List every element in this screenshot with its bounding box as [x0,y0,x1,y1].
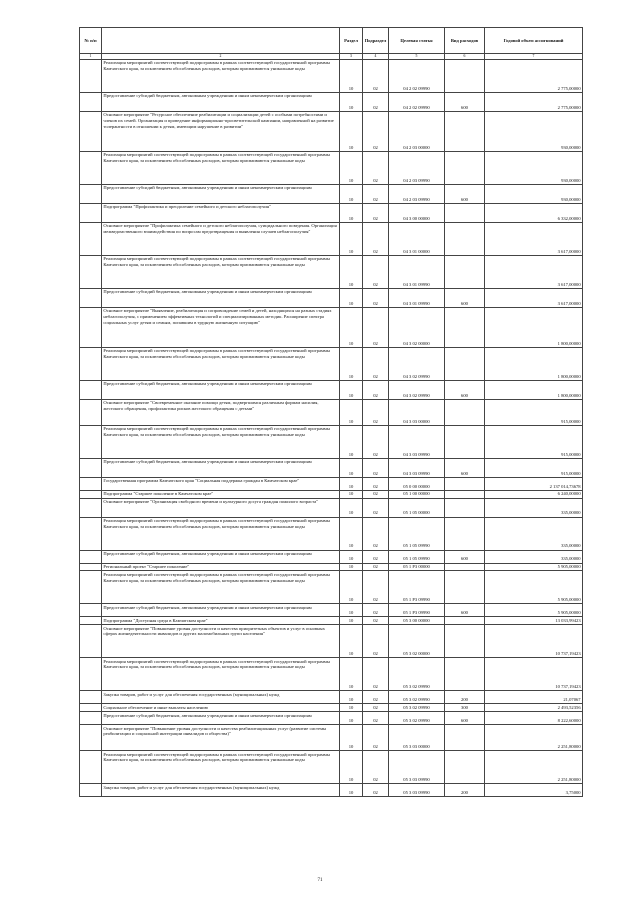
table-header-row [80,28,583,54]
cell-vid: 300 [445,704,485,712]
cell-num [80,288,102,307]
cell-name: Реализация мероприятий соответствующей подпрограммы в рамках соответствующей государственной программы Камчатского края, за исключением обособленных расходов, которым присваиваются уникальные коды [102,347,340,380]
cell-razdel: 10 [340,691,363,704]
cell-target: 05 3 02 09990 [389,711,445,724]
cell-num [80,691,102,704]
cell-num [80,111,102,151]
cell-podrazdel: 02 [363,571,389,604]
cell-name: Региональный проект "Старшее поколение" [102,563,340,571]
cell-target: 04 2 02 09990 [389,92,445,111]
cell-podrazdel: 02 [363,724,389,750]
cell-vid: 600 [445,711,485,724]
cell-volume: 930,00000 [485,184,583,203]
table-row [80,399,583,425]
cell-num [80,783,102,796]
cell-razdel: 10 [340,307,363,347]
table-row [80,255,583,288]
cell-num [80,617,102,625]
cell-num [80,425,102,458]
cell-num [80,255,102,288]
cell-podrazdel: 02 [363,517,389,550]
cell-num [80,92,102,111]
header-name [102,28,340,54]
cell-target: 04 3 03 09990 [389,425,445,458]
cell-name: Реализация мероприятий соответствующей подпрограммы в рамках соответствующей государственной программы Камчатского края, за исключением обособленных расходов, которым присваиваются уникальные коды [102,425,340,458]
cell-vid [445,490,485,498]
cell-num [80,550,102,563]
cell-vid [445,517,485,550]
cell-num [80,347,102,380]
cell-target: 05 3 03 09990 [389,783,445,796]
cell-razdel: 10 [340,563,363,571]
cell-num [80,477,102,490]
cell-volume: 6 240,00000 [485,490,583,498]
cell-target: 05 3 00 00000 [389,617,445,625]
cell-podrazdel: 02 [363,704,389,712]
table-row [80,604,583,617]
document-page [79,27,582,797]
cell-volume: 21,07067 [485,691,583,704]
header-volume: Годовой объем ассигнований [485,28,583,54]
cell-vid: 600 [445,380,485,399]
table-row [80,498,583,517]
table-row [80,563,583,571]
cell-razdel: 10 [340,111,363,151]
cell-num [80,458,102,477]
cell-name: Основное мероприятие "Своевременное оказание помощи детям, подвергшимся различным формам насилия, жестокого обращения, профилактика рисков жестокого обращения с детьми" [102,399,340,425]
cell-name: Основное мероприятие "Повышение уровня доступности и качества реабилитационных услуг (развитие системы реабилитации и социальной интеграции инвалидов и общества)" [102,724,340,750]
cell-num [80,498,102,517]
col-number: 3 [340,54,363,60]
table-row [80,151,583,184]
cell-target: 04 3 02 09990 [389,380,445,399]
col-number: 6 [445,54,485,60]
cell-volume: 5 905,00000 [485,571,583,604]
cell-name: Предоставление субсидий бюджетным, автономным учреждениям и иным некоммерческим организациям [102,92,340,111]
cell-num [80,658,102,691]
cell-target: 04 3 01 09990 [389,288,445,307]
header-razdel: Раздел [340,28,363,54]
cell-name: Подпрограмма "Профилактика и преодоление семейного и детского неблагополучия" [102,203,340,222]
cell-razdel: 10 [340,658,363,691]
cell-target: 05 3 02 09990 [389,704,445,712]
cell-podrazdel: 02 [363,255,389,288]
cell-num [80,517,102,550]
col-number: 5 [389,54,445,60]
cell-razdel: 10 [340,498,363,517]
table-row [80,517,583,550]
cell-target: 05 0 00 00000 [389,477,445,490]
cell-vid: 200 [445,691,485,704]
cell-target: 05 3 02 00000 [389,625,445,658]
cell-vid [445,59,485,92]
cell-num [80,571,102,604]
cell-target: 05 3 03 09990 [389,750,445,783]
cell-name: Основное мероприятие "Ресурсное обеспечение реабилитации и социализации детей с особыми потребностями и членов их семей. Организация и проведение информационно-просветительской кампании, направленной на развитие толерантности в отношении к детям, имеющим нарушение в развитии" [102,111,340,151]
cell-target: 04 2 03 00000 [389,111,445,151]
table-row [80,750,583,783]
cell-num [80,604,102,617]
cell-num [80,307,102,347]
cell-target: 04 2 03 09990 [389,184,445,203]
cell-vid [445,151,485,184]
cell-vid: 600 [445,288,485,307]
cell-volume: 5 905,00000 [485,604,583,617]
col-number: 2 [102,54,340,60]
cell-name: Предоставление субсидий бюджетным, автономным учреждениям и иным некоммерческим организациям [102,380,340,399]
cell-num [80,490,102,498]
cell-volume: 10 737,19423 [485,658,583,691]
table-row [80,658,583,691]
cell-name: Основное мероприятие "Организация свободного времени и культурного досуга граждан пожилого возраста" [102,498,340,517]
cell-razdel: 10 [340,425,363,458]
cell-vid [445,203,485,222]
cell-podrazdel: 02 [363,307,389,347]
cell-razdel: 10 [340,571,363,604]
cell-razdel: 10 [340,255,363,288]
cell-volume: 10 737,19423 [485,625,583,658]
cell-name: Предоставление субсидий бюджетным, автономным учреждениям и иным некоммерческим организациям [102,458,340,477]
cell-razdel: 10 [340,92,363,111]
cell-target: 04 3 01 09990 [389,255,445,288]
cell-name: Подпрограмма "Доступная среда в Камчатском крае" [102,617,340,625]
table-row [80,184,583,203]
cell-num [80,222,102,255]
cell-volume: 3 617,00000 [485,255,583,288]
cell-name: Реализация мероприятий соответствующей подпрограммы в рамках соответствующей государственной программы Камчатского края, за исключением обособленных расходов, которым присваиваются уникальные коды [102,255,340,288]
cell-volume: 2 775,00000 [485,92,583,111]
table-row [80,617,583,625]
cell-vid [445,658,485,691]
cell-volume: 3,75000 [485,783,583,796]
cell-vid: 600 [445,184,485,203]
table-row [80,458,583,477]
cell-podrazdel: 02 [363,288,389,307]
cell-volume: 1 800,00000 [485,307,583,347]
cell-num [80,625,102,658]
table-row [80,92,583,111]
cell-name: Реализация мероприятий соответствующей подпрограммы в рамках соответствующей государственной программы Камчатского края, за исключением обособленных расходов, которым присваиваются уникальные коды [102,750,340,783]
cell-target: 05 3 02 09990 [389,691,445,704]
cell-razdel: 10 [340,517,363,550]
cell-target: 04 3 03 09990 [389,458,445,477]
cell-podrazdel: 02 [363,59,389,92]
cell-volume: 930,00000 [485,111,583,151]
cell-podrazdel: 02 [363,184,389,203]
cell-podrazdel: 02 [363,477,389,490]
cell-razdel: 10 [340,625,363,658]
cell-target: 04 3 02 00000 [389,307,445,347]
col-number: 7 [485,54,583,60]
table-row [80,307,583,347]
cell-vid: 600 [445,458,485,477]
cell-volume: 335,00000 [485,498,583,517]
cell-volume: 930,00000 [485,151,583,184]
cell-volume: 915,00000 [485,399,583,425]
cell-vid [445,399,485,425]
header-podrazdel: Подраздел [363,28,389,54]
cell-name: Предоставление субсидий бюджетным, автономным учреждениям и иным некоммерческим организациям [102,184,340,203]
cell-podrazdel: 02 [363,425,389,458]
cell-podrazdel: 02 [363,458,389,477]
cell-vid [445,724,485,750]
cell-target: 05 3 02 09990 [389,658,445,691]
cell-razdel: 10 [340,750,363,783]
cell-razdel: 10 [340,490,363,498]
cell-vid [445,625,485,658]
cell-podrazdel: 02 [363,380,389,399]
cell-name: Закупка товаров, работ и услуг для обеспечения государственных (муниципальных) нужд [102,691,340,704]
cell-razdel: 10 [340,399,363,425]
cell-vid [445,617,485,625]
cell-podrazdel: 02 [363,550,389,563]
table-row [80,704,583,712]
page-number: 71 [317,878,323,883]
cell-num [80,59,102,92]
cell-vid: 600 [445,550,485,563]
cell-volume: 335,00000 [485,517,583,550]
cell-volume: 6 332,00000 [485,203,583,222]
cell-target: 05 1 05 00000 [389,498,445,517]
cell-vid [445,571,485,604]
cell-vid [445,111,485,151]
cell-volume: 335,00000 [485,550,583,563]
cell-podrazdel: 02 [363,783,389,796]
cell-target: 05 1 P3 09990 [389,571,445,604]
cell-razdel: 10 [340,783,363,796]
cell-num [80,203,102,222]
cell-name: Государственная программа Камчатского края "Социальная поддержка граждан в Камчатском крае" [102,477,340,490]
cell-podrazdel: 02 [363,617,389,625]
cell-vid [445,563,485,571]
header-num: № п/п [80,28,102,54]
cell-vid [445,347,485,380]
cell-vid: 200 [445,783,485,796]
cell-razdel: 10 [340,477,363,490]
cell-target: 04 2 03 09990 [389,151,445,184]
cell-name: Основное мероприятие "Выявление, реабилитация и сопровождение семей и детей, находящихся на разных стадиях неблагополучия, с применением эффективных технологий и специализированных методик. Расширение спектра социальных услуг детям и семьям, попавшим в трудную жизненную ситуацию" [102,307,340,347]
table-row [80,724,583,750]
cell-target: 04 3 01 00000 [389,222,445,255]
cell-razdel: 10 [340,604,363,617]
cell-razdel: 10 [340,380,363,399]
table-row [80,783,583,796]
cell-vid [445,255,485,288]
cell-vid [445,425,485,458]
cell-podrazdel: 02 [363,111,389,151]
cell-name: Реализация мероприятий соответствующей подпрограммы в рамках соответствующей государственной программы Камчатского края, за исключением обособленных расходов, которым присваиваются уникальные коды [102,658,340,691]
cell-podrazdel: 02 [363,203,389,222]
cell-podrazdel: 02 [363,490,389,498]
cell-name: Закупка товаров, работ и услуг для обеспечения государственных (муниципальных) нужд [102,783,340,796]
table-row [80,490,583,498]
cell-podrazdel: 02 [363,498,389,517]
table-row [80,550,583,563]
cell-name: Реализация мероприятий соответствующей подпрограммы в рамках соответствующей государственной программы Камчатского края, за исключением обособленных расходов, которым присваиваются уникальные коды [102,151,340,184]
cell-volume: 1 800,00000 [485,347,583,380]
cell-num [80,563,102,571]
cell-razdel: 10 [340,704,363,712]
cell-name: Предоставление субсидий бюджетным, автономным учреждениям и иным некоммерческим организациям [102,288,340,307]
table-row [80,111,583,151]
table-body [80,59,583,796]
cell-num [80,711,102,724]
cell-target: 04 3 02 09990 [389,347,445,380]
cell-name: Социальное обеспечение и иные выплаты населению [102,704,340,712]
cell-target: 05 1 P3 00000 [389,563,445,571]
cell-podrazdel: 02 [363,625,389,658]
cell-name: Основное мероприятие "Профилактика семейного и детского неблагополучия, суицидального поведения. Организация межведомственного взаимодействия по вопросам предотвращения и выявления случаев неблагополучия" [102,222,340,255]
cell-name: Предоставление субсидий бюджетным, автономным учреждениям и иным некоммерческим организациям [102,550,340,563]
cell-podrazdel: 02 [363,604,389,617]
cell-volume: 915,00000 [485,458,583,477]
cell-volume: 2 493,52356 [485,704,583,712]
cell-name: Реализация мероприятий соответствующей подпрограммы в рамках соответствующей государственной программы Камчатского края, за исключением обособленных расходов, которым присваиваются уникальные коды [102,571,340,604]
table-row [80,711,583,724]
cell-volume: 2 775,00000 [485,59,583,92]
cell-volume: 13 033,99423 [485,617,583,625]
header-target: Целевая статья [389,28,445,54]
cell-vid: 600 [445,92,485,111]
cell-num [80,151,102,184]
cell-volume: 3 617,00000 [485,288,583,307]
cell-vid [445,750,485,783]
cell-target: 04 3 00 00000 [389,203,445,222]
cell-vid [445,222,485,255]
cell-razdel: 10 [340,222,363,255]
cell-target: 05 1 P3 09990 [389,604,445,617]
cell-podrazdel: 02 [363,151,389,184]
cell-podrazdel: 02 [363,711,389,724]
cell-num [80,724,102,750]
cell-name: Подпрограмма "Старшее поколение в Камчатском крае" [102,490,340,498]
cell-podrazdel: 02 [363,691,389,704]
cell-vid: 600 [445,604,485,617]
table-row [80,288,583,307]
cell-volume: 3 617,00000 [485,222,583,255]
cell-name: Реализация мероприятий соответствующей подпрограммы в рамках соответствующей государственной программы Камчатского края, за исключением обособленных расходов, которым присваиваются уникальные коды [102,517,340,550]
cell-name: Реализация мероприятий соответствующей подпрограммы в рамках соответствующей государственной программы Камчатского края, за исключением обособленных расходов, которым присваиваются уникальные коды [102,59,340,92]
cell-vid [445,477,485,490]
cell-num [80,184,102,203]
cell-volume: 5 905,00000 [485,563,583,571]
cell-target: 05 1 05 09990 [389,550,445,563]
cell-razdel: 10 [340,184,363,203]
cell-razdel: 10 [340,151,363,184]
cell-name: Предоставление субсидий бюджетным, автономным учреждениям и иным некоммерческим организациям [102,711,340,724]
cell-volume: 1 800,00000 [485,380,583,399]
table-row [80,625,583,658]
cell-vid [445,498,485,517]
table-row [80,222,583,255]
cell-target: 05 3 03 00000 [389,724,445,750]
cell-target: 05 1 00 00000 [389,490,445,498]
cell-target: 05 1 05 09990 [389,517,445,550]
table-row [80,425,583,458]
cell-podrazdel: 02 [363,399,389,425]
table-row [80,59,583,92]
cell-num [80,399,102,425]
cell-razdel: 10 [340,288,363,307]
cell-razdel: 10 [340,550,363,563]
table-row [80,203,583,222]
cell-razdel: 10 [340,59,363,92]
cell-num [80,750,102,783]
table-row [80,691,583,704]
cell-name: Основное мероприятие "Повышение уровня доступности и качества приоритетных объектов и услуг в основных сферах жизнедеятельности инвалидов и других маломобильных групп населения" [102,625,340,658]
cell-volume: 8 222,60000 [485,711,583,724]
table-row [80,477,583,490]
cell-razdel: 10 [340,724,363,750]
cell-target: 04 2 02 09990 [389,59,445,92]
cell-volume: 2 137 014,73678 [485,477,583,490]
cell-razdel: 10 [340,203,363,222]
cell-volume: 915,00000 [485,425,583,458]
cell-podrazdel: 02 [363,658,389,691]
cell-target: 04 3 03 00000 [389,399,445,425]
budget-table [79,27,583,797]
table-row [80,380,583,399]
cell-razdel: 10 [340,458,363,477]
cell-vid [445,307,485,347]
cell-podrazdel: 02 [363,92,389,111]
cell-volume: 2 251,80000 [485,724,583,750]
col-number: 4 [363,54,389,60]
cell-num [80,380,102,399]
cell-podrazdel: 02 [363,222,389,255]
cell-podrazdel: 02 [363,750,389,783]
cell-razdel: 10 [340,617,363,625]
cell-podrazdel: 02 [363,563,389,571]
table-row [80,347,583,380]
cell-volume: 2 251,80000 [485,750,583,783]
cell-razdel: 10 [340,347,363,380]
cell-num [80,704,102,712]
cell-razdel: 10 [340,711,363,724]
header-vid: Вид расходов [445,28,485,54]
cell-podrazdel: 02 [363,347,389,380]
col-number: 1 [80,54,102,60]
table-row [80,571,583,604]
cell-name: Предоставление субсидий бюджетным, автономным учреждениям и иным некоммерческим организациям [102,604,340,617]
